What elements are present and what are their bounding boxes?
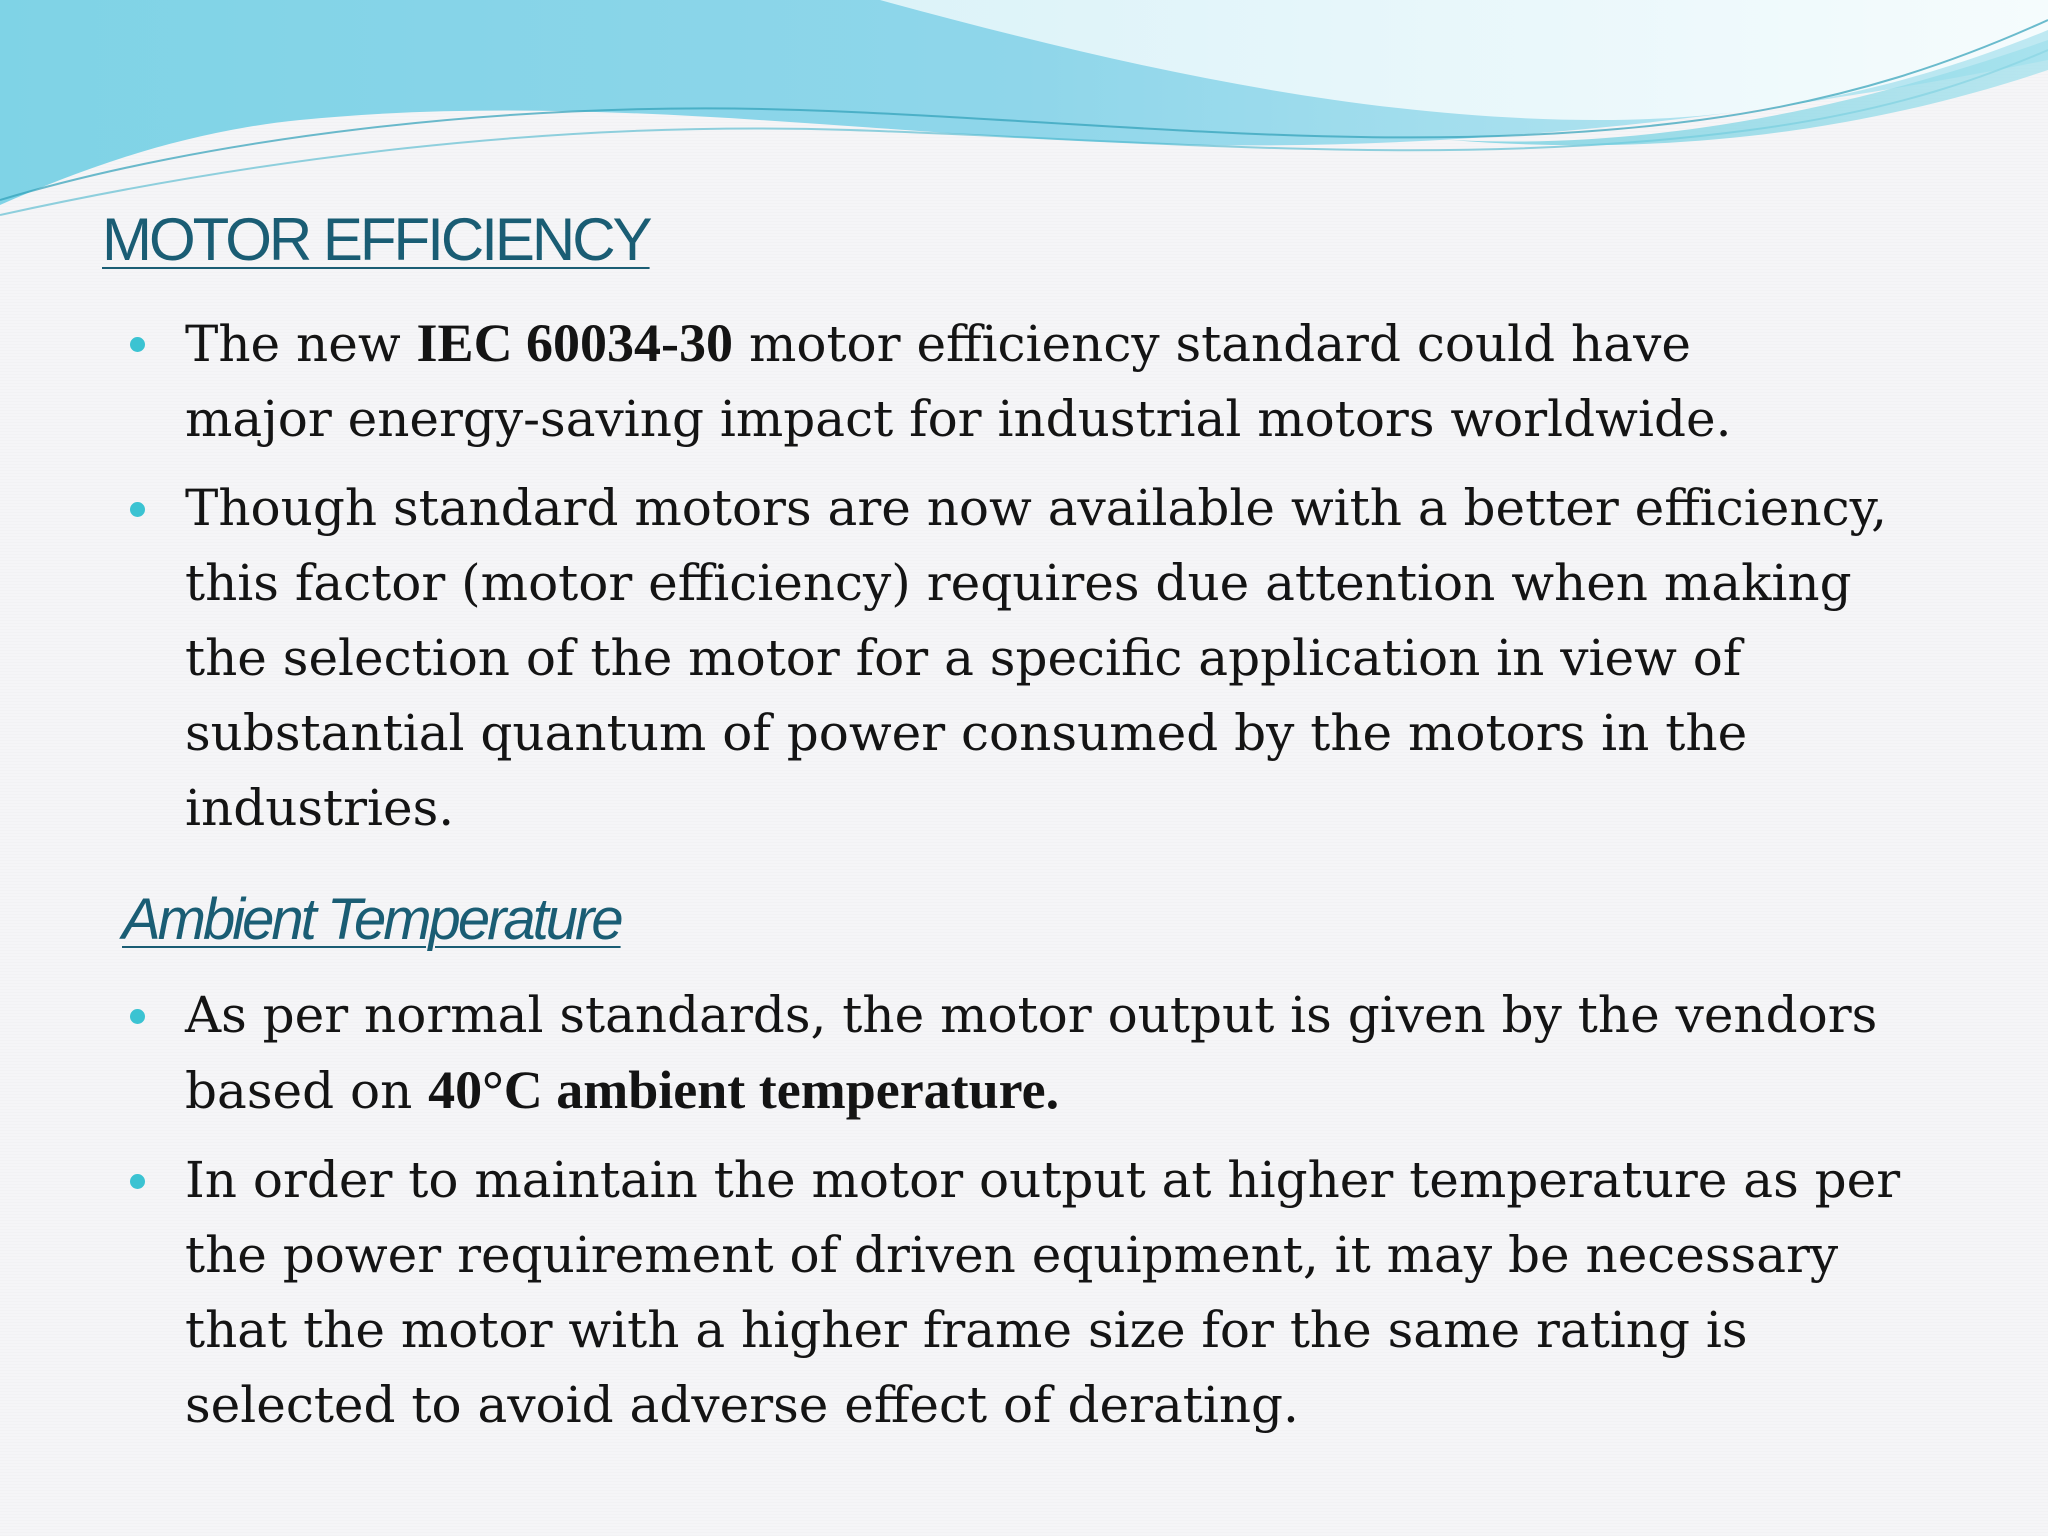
bullet-line: The new IEC 60034-30 motor efficiency standard could have [185,313,1691,373]
bullet-item [0,978,2048,1129]
section-heading-motor-efficiency: MOTOR EFFICIENCY [102,206,650,273]
bullet-line: selected to avoid adverse effect of derating. [185,1376,1299,1434]
bullet-item [0,1143,2048,1443]
bullet-line: In order to maintain the motor output at higher temperature as per [185,1151,1901,1209]
bullet-line: major energy-saving impact for industrial motors worldwide. [185,390,1732,448]
bullet-item [0,471,2048,846]
bullet-line: the selection of the motor for a specific application in view of [185,629,1742,687]
bullet-item [0,306,2048,457]
bullet-line: As per normal standards, the motor output is given by the vendors [185,986,1878,1044]
motor-efficiency-bullet-list [0,306,2048,860]
bullet-line: the power requirement of driven equipment, it may be necessary [185,1226,1839,1284]
bullet-line: that the motor with a higher frame size for the same rating is [185,1301,1748,1359]
bullet-dot-icon [130,1009,145,1024]
bullet-dot-icon [130,1174,145,1189]
temperature-value: 40°C ambient temperature. [428,1060,1060,1120]
bullet-line: based on 40°C ambient temperature. [185,1060,1060,1120]
bullet-line: substantial quantum of power consumed by the motors in the [185,704,1748,762]
bullet-line: Though standard motors are now available with a better efficiency, [185,479,1888,537]
standard-name: IEC 60034-30 [416,313,734,373]
bullet-dot-icon [130,337,145,352]
decorative-wave-banner [0,0,2048,240]
bullet-line: this factor (motor efficiency) requires due attention when making [185,554,1852,612]
ambient-temperature-bullet-list [0,978,2048,1457]
bullet-line: industries. [185,779,455,837]
section-heading-ambient-temperature: Ambient Temperature [122,887,621,952]
bullet-dot-icon [130,502,145,517]
